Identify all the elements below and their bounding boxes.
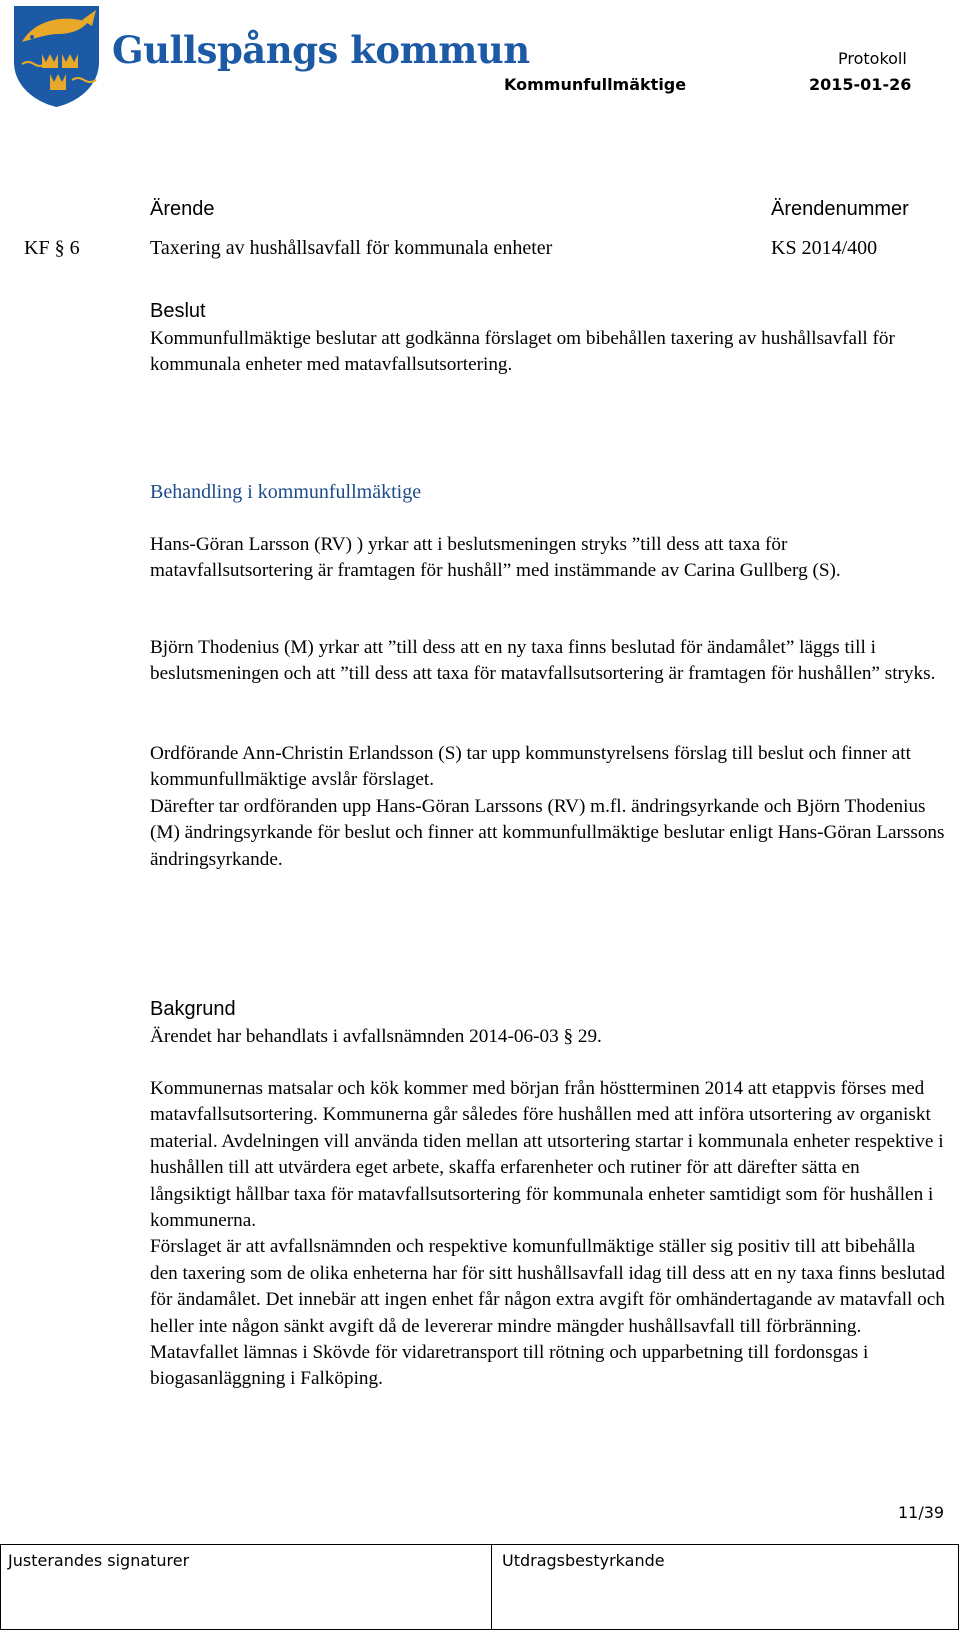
handling-paragraph-1: [150, 532, 945, 585]
background-title: Bakgrund: [150, 998, 236, 1020]
decision-paragraph: Kommunfullmäktige beslutar att godkänna förslaget om bibehållen taxering av hushållsavfall för kommunala enheter med matavfallsutsortering.: [150, 328, 895, 376]
decision-text: [150, 326, 945, 379]
organization-name: Gullspångs kommun: [112, 28, 530, 72]
background-paragraph-2: [150, 1076, 945, 1393]
handling-paragraph-3: [150, 741, 945, 873]
background-p2a-text: Kommunernas matsalar och kök kommer med början från höstterminen 2014 att etappvis förses med matavfallsutsortering. Kommunerna går således före hushållen med att införa utsortering av organiskt material. Avdelningen vill använda tiden mellan att utsortering startar i kommunala enheter respektive i hushållen till att utvärdera eget arbete, skaffa erfarenheter och rutiner för att därefter sätta en långsiktigt hållbar taxa för matavfallsutsortering för kommunala enheter samtidigt som för hushållen i kommunerna.: [150, 1078, 944, 1232]
background-p1-text: Ärendet har behandlats i avfallsnämnden 2014-06-03 § 29.: [150, 1026, 602, 1047]
extract-certification-label: Utdragsbestyrkande: [502, 1551, 665, 1570]
meeting-date: 2015-01-26: [809, 75, 912, 94]
case-number: KS 2014/400: [771, 237, 878, 259]
case-title: Taxering av hushållsavfall för kommunala enheter: [150, 237, 553, 259]
case-number-label: Ärendenummer: [771, 198, 909, 220]
meeting-body: Kommunfullmäktige: [504, 75, 687, 94]
municipality-coat-of-arms-icon: [12, 4, 101, 108]
handling-p3b-text: Därefter tar ordföranden upp Hans-Göran Larssons (RV) m.fl. ändringsyrkande och Björn Thodenius (M) ändringsyrkande för beslut och finner att kommunfullmäktige beslutar enligt Hans-Göran Larssons ändringsyrkande.: [150, 795, 945, 870]
decision-title: Beslut: [150, 300, 206, 322]
background-p2b-text: Förslaget är att avfallsnämnden och respektive komunfullmäktige ställer sig positiv till att bibehålla den taxering som de olika enheterna har för sitt hushållsavfall idag till dess att en ny taxa finns beslutad för ändamålet. Det innebär att ingen enhet får någon extra avgift för omhändertagande av matavfall och heller inte någon sänkt avgift då de levererar mindre mängder hushållsavfall till förbränning.: [150, 1236, 945, 1337]
handling-paragraph-2: [150, 635, 945, 688]
signature-table-divider: [491, 1544, 492, 1630]
handling-p3a-text: Ordförande Ann-Christin Erlandsson (S) tar upp kommunstyrelsens förslag till beslut och finner att kommunfullmäktige avslår förslaget.: [150, 743, 911, 791]
handling-p2-text: Björn Thodenius (M) yrkar att ”till dess att en ny taxa finns beslutad för ändamålet” läggs till i beslutsmeningen och att ”till dess att taxa för matavfallsutsortering är framtagen för hushållen” stryks.: [150, 637, 936, 685]
page-number: 11/39: [898, 1503, 945, 1522]
signatures-label: Justerandes signaturer: [8, 1551, 190, 1570]
handling-title: Behandling i kommunfullmäktige: [150, 481, 422, 503]
background-p2c-text: Matavfallet lämnas i Skövde för vidaretransport till rötning och upparbetning till fordonsgas i biogasanläggning i Falköping.: [150, 1342, 869, 1390]
document-type: Protokoll: [838, 49, 907, 68]
case-heading-label: Ärende: [150, 198, 215, 220]
handling-p1-text: Hans-Göran Larsson (RV) ) yrkar att i beslutsmeningen stryks ”till dess att taxa för matavfallsutsortering är framtagen för hushåll” med instämmande av Carina Gullberg (S).: [150, 534, 841, 582]
background-paragraph-1: [150, 1024, 945, 1050]
case-paragraph-number: KF § 6: [24, 237, 80, 259]
